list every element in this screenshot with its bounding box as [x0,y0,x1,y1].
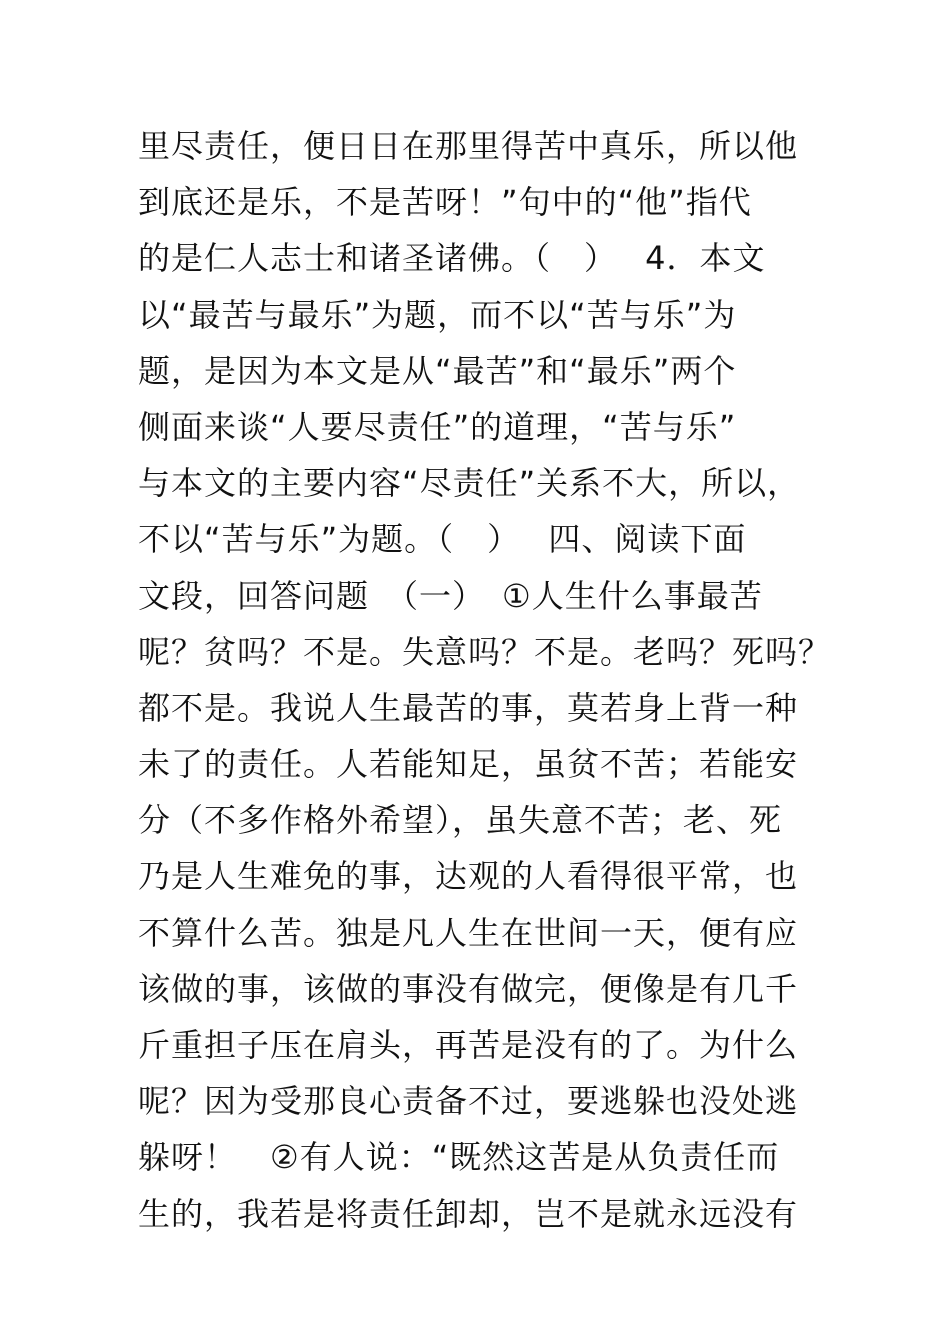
text-line: 题，是因为本文是从“最苦”和“最乐”两个 [138,351,737,390]
text-line: 里尽责任，便日日在那里得苦中真乐，所以他 [138,127,799,165]
text-line: 以“最苦与最乐”为题，而不以“苦与乐”为 [138,295,737,334]
text-line: 到底还是乐，不是苦呀！”句中的“他”指代 [138,183,752,222]
document-text-body [138,118,838,1242]
text-line: 未了的责任。人若能知足，虽贫不苦；若能安 [138,745,799,784]
text-line: 呢？因为受那良心责备不过，要逃躲也没处逃 [138,1082,799,1121]
text-line: 呢？贫吗？不是。失意吗？不是。老吗？死吗？ [138,632,832,671]
text-line: 乃是人生难免的事，达观的人看得很平常，也 [138,857,799,896]
text-line: 生的，我若是将责任卸却，岂不是就永远没有 [138,1194,799,1233]
text-line: 该做的事，该做的事没有做完，便像是有几千 [138,969,799,1008]
text-line: 斤重担子压在肩头，再苦是没有的了。为什么 [138,1026,799,1064]
text-line: 侧面来谈“人要尽责任”的道理，“苦与乐” [138,407,737,446]
text-line: 文段，回答问题 （一） ①人生什么事最苦 [138,576,763,615]
text-line: 分（不多作格外希望），虽失意不苦；老、死 [138,801,783,840]
text-line: 与本文的主要内容“尽责任”关系不大，所以， [138,464,801,503]
text-line: 不算什么苦。独是凡人生在世间一天，便有应 [138,913,799,952]
text-line: 躲呀！ ②有人说：“既然这苦是从负责任而 [138,1138,780,1177]
text-line: 的是仁人志士和诸圣诸佛。（ ） 4．本文 [138,239,766,278]
text-line: 不以“苦与乐”为题。（ ） 四、阅读下面 [138,520,747,559]
text-line: 都不是。我说人生最苦的事，莫若身上背一种 [138,688,799,727]
